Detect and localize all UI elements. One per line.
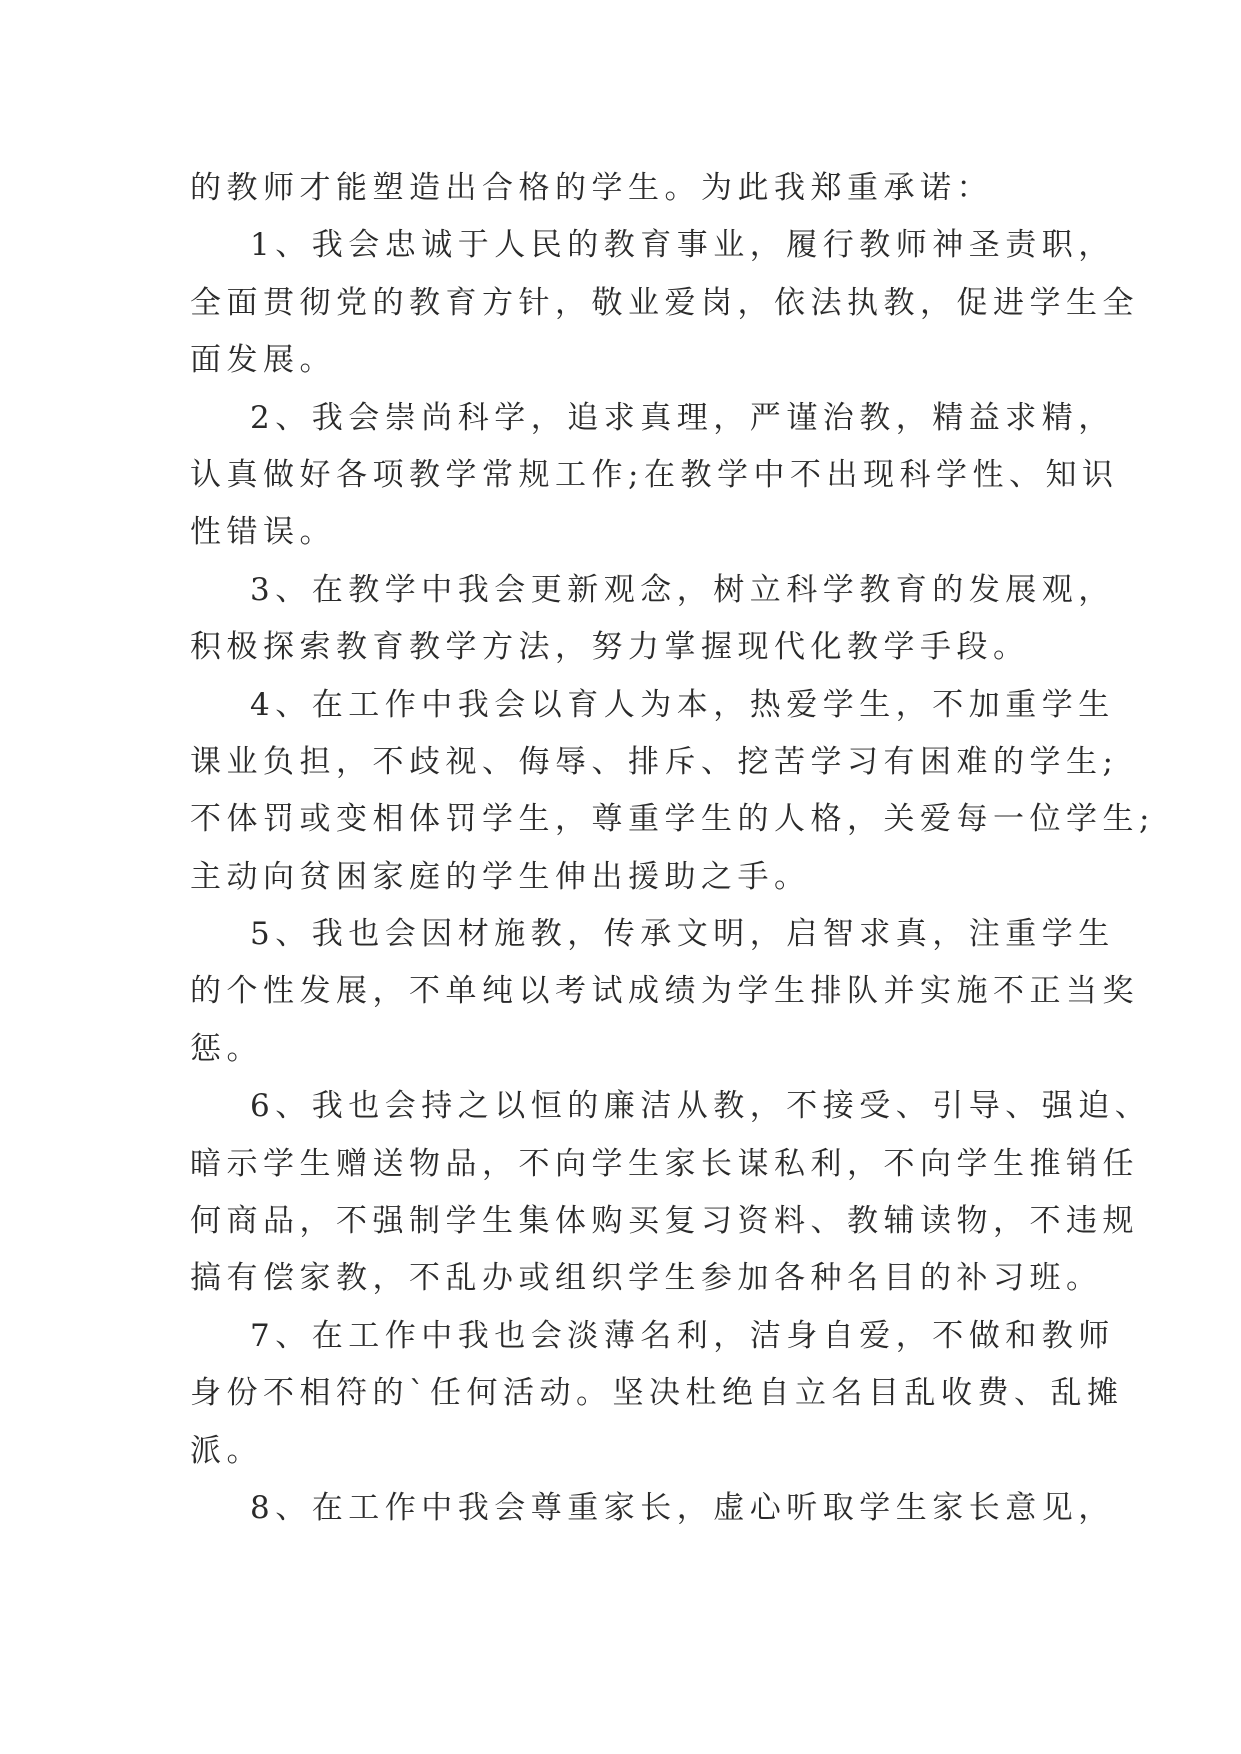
- text-line: 2、我会崇尚科学，追求真理，严谨治教，精益求精，: [250, 399, 1115, 436]
- text-line: 搞有偿家教，不乱办或组织学生参加各种名目的补习班。: [190, 1260, 1103, 1297]
- text-line: 面发展。: [190, 342, 336, 379]
- text-line: 的教师才能塑造出合格的学生。为此我郑重承诺：: [190, 170, 993, 206]
- text-line: 7、在工作中我也会淡薄名利，洁身自爱，不做和教师: [250, 1317, 1115, 1354]
- text-line: 性错误。: [190, 514, 336, 551]
- text-line: 全面贯彻党的教育方针，敬业爱岗，依法执教，促进学生全: [190, 284, 1139, 321]
- text-line: 何商品，不强制学生集体购买复习资料、教辅读物，不违规: [190, 1203, 1139, 1240]
- text-line: 4、在工作中我会以育人为本，热爱学生，不加重学生: [250, 686, 1115, 723]
- text-line: 的个性发展，不单纯以考试成绩为学生排队并实施不正当奖: [190, 973, 1139, 1010]
- text-line: 主动向贫困家庭的学生伸出援助之手。: [190, 858, 811, 895]
- text-line: 3、在教学中我会更新观念，树立科学教育的发展观，: [250, 571, 1115, 608]
- text-line: 身份不相符的`任何活动。坚决杜绝自立名目乱收费、乱摊: [190, 1375, 1124, 1412]
- text-line: 暗示学生赠送物品，不向学生家长谋私利，不向学生推销任: [190, 1145, 1139, 1182]
- document-body: [190, 160, 1155, 1537]
- text-line: 派。: [190, 1432, 263, 1469]
- text-line: 课业负担，不歧视、侮辱、排斥、挖苦学习有困难的学生;: [190, 743, 1119, 780]
- text-line: 8、在工作中我会尊重家长，虚心听取学生家长意见，: [250, 1489, 1115, 1526]
- text-line: 5、我也会因材施教，传承文明，启智求真，注重学生: [250, 916, 1115, 953]
- text-line: 1、我会忠诚于人民的教育事业，履行教师神圣责职，: [250, 227, 1115, 264]
- text-line: 认真做好各项教学常规工作;在教学中不出现科学性、知识: [190, 456, 1119, 493]
- text-line: 不体罚或变相体罚学生，尊重学生的人格，关爱每一位学生;: [190, 801, 1155, 838]
- text-line: 6、我也会持之以恒的廉洁从教，不接受、引导、强迫、: [250, 1088, 1152, 1125]
- text-line: 惩。: [190, 1030, 263, 1067]
- text-line: 积极探索教育教学方法，努力掌握现代化教学手段。: [190, 629, 1030, 666]
